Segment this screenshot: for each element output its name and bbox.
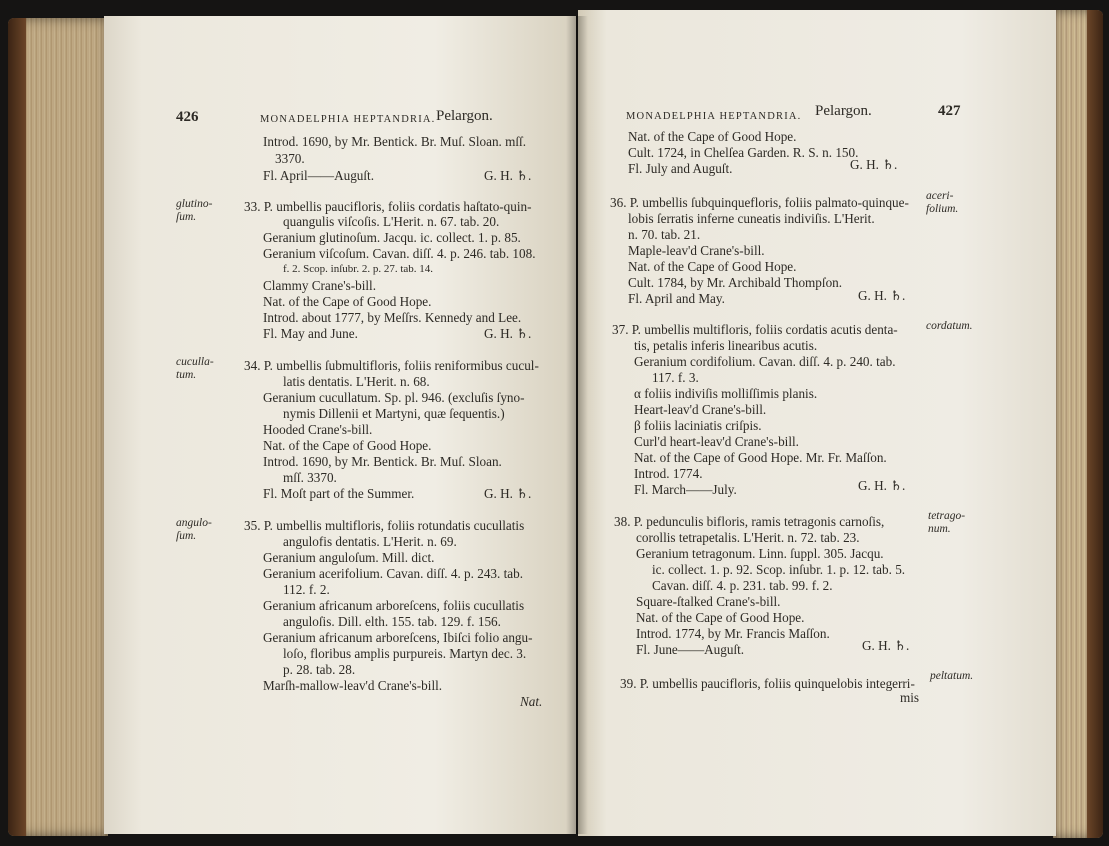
text-line: Square-ſtalked Crane's-bill. [636, 594, 781, 609]
text-line: Geranium viſcoſum. Cavan. diſſ. 4. p. 246. tab. 108. [263, 246, 536, 261]
text-line: Geranium anguloſum. Mill. dict. [263, 550, 435, 565]
text-line: mſſ. 3370. [283, 470, 337, 485]
catchword: Nat. [520, 694, 543, 709]
text-line: G. H. ♄. [484, 168, 532, 183]
text-line: Maple-leav'd Crane's-bill. [628, 243, 765, 258]
text-line: Fl. May and June. [263, 326, 358, 341]
text-line: quangulis viſcoſis. L'Herit. n. 67. tab. 20. [283, 214, 500, 229]
book-edge-right [1053, 10, 1103, 838]
text-line: f. 2. Scop. inſubr. 2. p. 27. tab. 14. [283, 263, 434, 275]
text-line: tis, petalis inferis linearibus acutis. [634, 338, 818, 353]
text-line: G. H. ♄. [858, 478, 906, 493]
text-line: Nat. of the Cape of Good Hope. Mr. Fr. Maſſon. [634, 450, 887, 465]
text-line: Geranium glutinoſum. Jacqu. ic. collect. 1. p. 85. [263, 230, 521, 245]
text-line: latis dentatis. L'Herit. n. 68. [283, 374, 430, 389]
text-line: n. 70. tab. 21. [628, 227, 701, 242]
text-line: mis [900, 690, 920, 705]
text-line: Fl. March——July. [634, 482, 737, 497]
margin-note-cucullatum: cuculla- tum. [176, 356, 214, 381]
text-line: angulofis dentatis. L'Herit. n. 69. [283, 534, 457, 549]
text-line: Geranium cucullatum. Sp. pl. 946. (excluſis ſyno- [263, 390, 525, 405]
text-line: Marſh-mallow-leav'd Crane's-bill. [263, 678, 443, 693]
text-line: G. H. ♄. [850, 157, 898, 172]
text-line: Fl. Moſt part of the Summer. [263, 486, 415, 501]
left-running-genus: Pelargon. [436, 108, 493, 124]
text-line: 37. P. umbellis multifloris, foliis cordatis acutis denta- [612, 322, 898, 337]
right-running-genus: Pelargon. [815, 103, 872, 119]
text-line: anguloſis. Dill. elth. 155. tab. 129. f. 156. [283, 614, 501, 629]
text-line: 36. P. umbellis ſubquinquefloris, foliis palmato-quinque- [610, 195, 909, 210]
text-line: nymis Dillenii et Martyni, quæ ſequentis.) [283, 406, 505, 421]
text-line: β foliis laciniatis criſpis. [634, 418, 762, 433]
text-line: Geranium africanum arboreſcens, foliis cucullatis [263, 598, 525, 613]
book-gutter [566, 16, 588, 834]
margin-note-glutinosum: glutino- ſum. [176, 198, 213, 223]
text-line: Introd. 1690, by Mr. Bentick. Br. Muſ. Sloan. [263, 454, 502, 469]
text-line: Cult. 1724, in Chelſea Garden. R. S. n. 150. [628, 145, 859, 160]
text-line: 39. P. umbellis paucifloris, foliis quinquelobis integerri- [620, 676, 915, 691]
text-line: Hooded Crane's-bill. [263, 422, 373, 437]
text-line: Introd. 1774, by Mr. Francis Maſſon. [636, 626, 830, 641]
text-line: Nat. of the Cape of Good Hope. [263, 294, 432, 309]
text-line: 112. f. 2. [283, 582, 330, 597]
margin-note-cordatum: cordatum. [926, 320, 973, 332]
margin-note-peltatum: peltatum. [930, 670, 974, 682]
right-running-head: MONADELPHIA HEPTANDRIA. [626, 111, 802, 122]
text-line: Introd. 1774. [634, 466, 703, 481]
text-line: G. H. ♄. [862, 638, 910, 653]
right-page-number: 427 [938, 103, 961, 119]
text-line: loſo, floribus amplis purpureis. Martyn dec. 3. [283, 646, 527, 661]
text-line: Geranium tetragonum. Linn. ſuppl. 305. Jacqu. [636, 546, 884, 561]
text-line: G. H. ♄. [858, 288, 906, 303]
margin-note-tetragonum: tetrago- num. [928, 510, 966, 535]
text-line: Cavan. diſſ. 4. p. 231. tab. 99. f. 2. [652, 578, 833, 593]
text-line: Nat. of the Cape of Good Hope. [628, 259, 797, 274]
text-line: Introd. about 1777, by Meſſrs. Kennedy and Lee. [263, 310, 522, 325]
left-page-number: 426 [176, 109, 199, 125]
text-line: Geranium africanum arboreſcens, Ibiſci folio angu- [263, 630, 533, 645]
text-line: 35. P. umbellis multifloris, foliis rotundatis cucullatis [244, 518, 525, 533]
text-line: G. H. ♄. [484, 486, 532, 501]
text-line: p. 28. tab. 28. [283, 662, 356, 677]
text-line: Geranium acerifolium. Cavan. diſſ. 4. p. 243. tab. [263, 566, 524, 581]
text-line: Nat. of the Cape of Good Hope. [636, 610, 805, 625]
text-line: lobis ſerratis inferne cuneatis indiviſis. L'Herit. [628, 211, 875, 226]
text-line: ic. collect. 1. p. 92. Scop. inſubr. 1. p. 12. tab. 5. [652, 562, 906, 577]
text-line: 3370. [275, 151, 305, 166]
text-line: 34. P. umbellis ſubmultifloris, foliis reniformibus cucul- [244, 358, 539, 373]
text-line: Geranium cordifolium. Cavan. diſſ. 4. p. 240. tab. [634, 354, 896, 369]
text-line: Cult. 1784, by Mr. Archibald Thompſon. [628, 275, 843, 290]
text-line: Fl. April and May. [628, 291, 725, 306]
margin-note-angulosum: angulo- ſum. [176, 517, 212, 542]
text-line: Fl. July and Auguſt. [628, 161, 733, 176]
text-line: Introd. 1690, by Mr. Bentick. Br. Muſ. Sloan. mſſ. [263, 134, 527, 149]
text-line: α foliis indiviſis molliſſimis planis. [634, 386, 818, 401]
text-line: 38. P. pedunculis bifloris, ramis tetragonis carnoſis, [614, 514, 885, 529]
text-line: Fl. April——Auguſt. [263, 168, 375, 183]
text-line: 33. P. umbellis paucifloris, foliis cordatis haſtato-quin- [244, 199, 532, 214]
text-line: Fl. June——Auguſt. [636, 642, 745, 657]
text-line: 117. f. 3. [652, 370, 699, 385]
text-line: Nat. of the Cape of Good Hope. [628, 129, 797, 144]
text-line: G. H. ♄. [484, 326, 532, 341]
text-line: Nat. of the Cape of Good Hope. [263, 438, 432, 453]
text-line: Clammy Crane's-bill. [263, 278, 376, 293]
text-line: Heart-leav'd Crane's-bill. [634, 402, 767, 417]
text-line: corollis tetrapetalis. L'Herit. n. 72. tab. 23. [636, 530, 860, 545]
margin-note-acerifolium: aceri- folium. [926, 190, 959, 215]
book-edge-left [8, 18, 108, 836]
text-line: Curl'd heart-leav'd Crane's-bill. [634, 434, 799, 449]
left-running-head: MONADELPHIA HEPTANDRIA. [260, 114, 436, 125]
